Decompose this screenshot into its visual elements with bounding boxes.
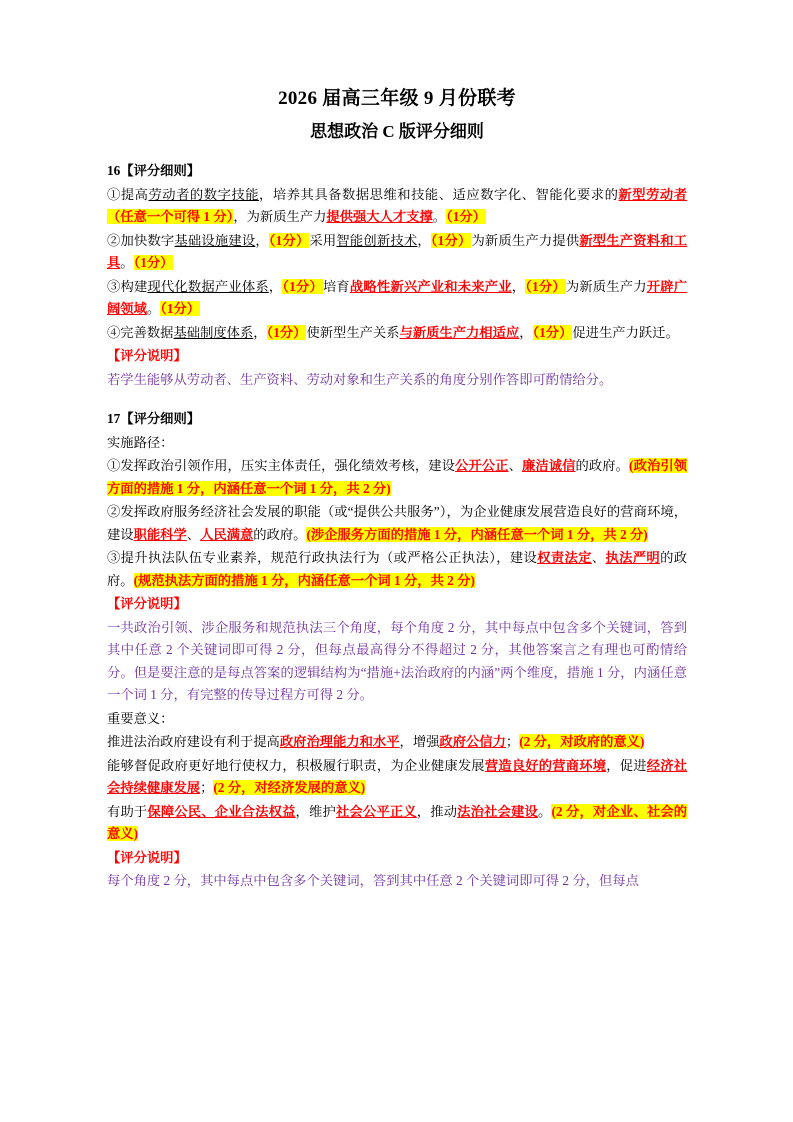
section-16-note: 若学生能够从劳动者、生产资料、劳动对象和生产关系的角度分别作答即可酌情给分。 xyxy=(107,371,613,387)
section-16-note-heading: 【评分说明】 xyxy=(107,348,187,363)
section-16-line-4: ④完善数据基础制度体系，（1分）使新型生产关系与新质生产力相适应，（1分）促进生产力跃迁。 xyxy=(107,324,679,340)
section-17-line-5: 能够督促政府更好地行使权力，积极履行职责，为企业健康发展营造良好的营商环境，促进经济社会持续健康发展；(2 分，对经济发展的意义) xyxy=(107,757,688,795)
section-17-line-3: ③提升执法队伍专业素养，规范行政执法行为（或严格公正执法），建设权责法定、执法严明的政府。(规范执法方面的措施 1 分，内涵任意一个词 1 分，共 2 分) xyxy=(107,550,688,588)
section-16-heading: 16【评分细则】 xyxy=(107,163,201,178)
section-17-subheading-2: 重要意义： xyxy=(107,710,174,726)
section-17-note-heading: 【评分说明】 xyxy=(107,596,187,611)
section-gap xyxy=(107,392,687,408)
section-17-note: 一共政治引领、涉企服务和规范执法三个角度，每个角度 2 分，其中每点中包含多个关键词，答到其中任意 2 个关键词即可得 2 分，但每点最高得分不得超过 2 分，其他答案言之有理也可酌情给分。但是要注意的是每点答案的逻辑结构为“措施+法治政府的内涵”两个维度，措施 1 分，内涵任意一个词 1 分，有完整的传导过程方可得 2 分。 xyxy=(107,619,687,702)
section-17-note-2: 每个角度 2 分，其中每点中包含多个关键词，答到其中任意 2 个关键词即可得 2 分，但每点 xyxy=(107,873,639,888)
section-16-line-1: ①提高劳动者的数字技能，培养其具备数据思维和技能、适应数字化、智能化要求的新型劳动者（任意一个可得 1 分），为新质生产力提供强大人才支撑。（1分） xyxy=(107,186,688,224)
section-17-line-6: 有助于保障公民、企业合法权益，维护社会公平正义，推动法治社会建设。(2 分，对企业、社会的意义) xyxy=(107,803,688,841)
section-17-heading: 17【评分细则】 xyxy=(107,411,201,426)
document-body xyxy=(107,84,687,894)
section-17-line-4: 推进法治政府建设有利于提高政府治理能力和水平，增强政府公信力；(2 分，对政府的意义) xyxy=(107,734,645,749)
section-17-line-1: ①发挥政治引领作用，压实主体责任，强化绩效考核，建设公开公正、廉洁诚信的政府。(政治引领方面的措施 1 分，内涵任意一个词 1 分，共 2 分) xyxy=(107,458,688,496)
section-16-line-2: ②加快数字基础设施建设，（1分）采用智能创新技术，（1分）为新质生产力提供新型生产资料和工具。（1分） xyxy=(107,232,688,270)
page-subtitle: 思想政治 C 版评分细则 xyxy=(310,122,484,141)
section-17-line-2: ②发挥政府服务经济社会发展的职能（或“提供公共服务”），为企业健康发展营造良好的营商环境，建设职能科学、人民满意的政府。(涉企服务方面的措施 1 分，内涵任意一个词 1 分，共 2 分) xyxy=(107,504,687,542)
page-title: 2026 届高三年级 9 月份联考 xyxy=(278,88,516,109)
section-17-note-heading-2: 【评分说明】 xyxy=(107,849,187,865)
section-17-subheading-1: 实施路径： xyxy=(107,434,174,450)
section-16-line-3: ③构建现代化数据产业体系，（1分）培育战略性新兴产业和未来产业，（1分）为新质生产力开辟广阔领域。（1分） xyxy=(107,278,688,316)
